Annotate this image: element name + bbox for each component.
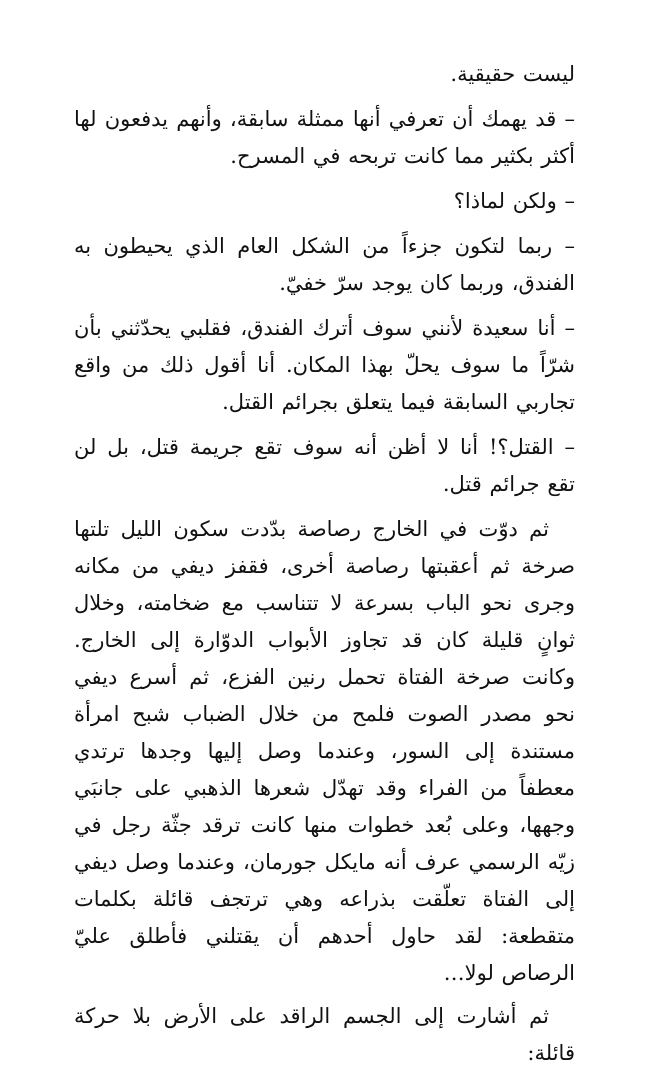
paragraph-6: – القتل؟! أنا لا أظن أنه سوف تقع جريمة قتل، بل لن تقع جرائم قتل. (74, 435, 575, 496)
paragraph-2: – قد يهمك أن تعرفي أنها ممثلة سابقة، وأنهم يدفعون لها أكثر بكثير مما كانت تربحه في المسرح. (74, 107, 575, 168)
paragraph-8: ثم أشارت إلى الجسم الراقد على الأرض بلا حركة قائلة: (74, 1004, 575, 1065)
paragraph-5: – أنا سعيدة لأنني سوف أترك الفندق، فقلبي يحدّثني بأن شرّاً ما سوف يحلّ بهذا المكان. أنا أقول ذلك من واقع تجاربي السابقة فيما يتعلق بجرائم القتل. (74, 316, 575, 414)
paragraph-1: ليست حقيقية. (450, 62, 575, 86)
paragraph-7: ثم دوّت في الخارج رصاصة بدّدت سكون الليل تلتها صرخة ثم أعقبتها رصاصة أخرى، فقفز ديفي من مكانه وجرى نحو الباب بسرعة لا تتناسب مع ضخامته، وخلال ثوانٍ قليلة كان قد تجاوز الأبواب الدوّارة إلى الخارج. وكانت صرخة الفتاة تحمل رنين الفزع، ثم أسرع ديفي نحو مصدر الصوت فلمح من خلال الضباب شبح امرأة مستندة إلى السور، وعندما وصل إليها وجدها ترتدي معطفاً من الفراء وقد تهدّل شعرها الذهبي على جانبَي وجهها، وعلى بُعد خطوات منها كانت ترقد جثّة رجل في زيّه الرسمي عرف أنه مايكل جورمان، وعندما وصل ديفي إلى الفتاة تعلّقت بذراعه وهي ترتجف قائلة بكلمات متقطعة: لقد حاول أحدهم أن يقتلني فأطلق عليّ الرصاص لولا… (74, 517, 575, 985)
paragraph-3: – ولكن لماذا؟ (453, 189, 575, 213)
paragraph-4: – ربما لتكون جزءاً من الشكل العام الذي يحيطون به الفندق، وربما كان يوجد سرّ خفيّ. (74, 234, 575, 295)
